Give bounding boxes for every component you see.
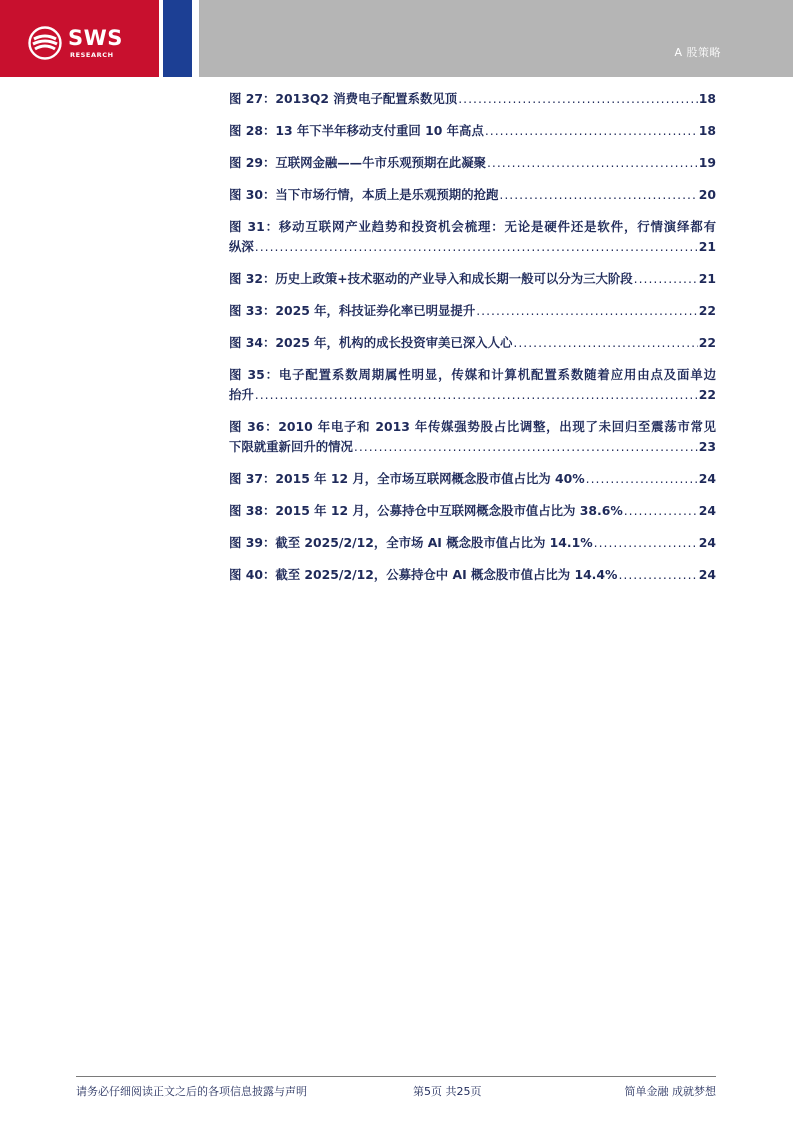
toc-entry-title: 图 29：互联网金融——牛市乐观预期在此凝聚: [229, 155, 486, 170]
toc-leader-dots: [586, 469, 698, 489]
toc-entry-title-cont: 纵深: [229, 239, 254, 254]
footer-divider: [76, 1076, 716, 1077]
toc-entry-title-cont: 下限就重新回升的情况: [229, 439, 353, 454]
toc-entry-page: 22: [698, 335, 716, 350]
toc-entry-page: 21: [698, 271, 716, 286]
toc-leader-dots: [513, 333, 697, 353]
toc-entry[interactable]: [229, 185, 716, 205]
toc-entry[interactable]: [229, 153, 716, 173]
toc-entry[interactable]: [229, 565, 716, 585]
toc-entry-page: 18: [698, 91, 716, 106]
table-of-figures: [229, 89, 716, 597]
toc-leader-dots: [594, 533, 698, 553]
toc-entry-page: 22: [698, 387, 716, 402]
header-section-label: A 股策略: [674, 46, 721, 59]
toc-entry-page: 21: [698, 239, 716, 254]
footer-slogan: 简单金融 成就梦想: [624, 1085, 716, 1098]
toc-entry-title: 图 30：当下市场行情，本质上是乐观预期的抢跑: [229, 187, 499, 202]
toc-entry[interactable]: [229, 301, 716, 321]
toc-entry[interactable]: [229, 217, 716, 257]
toc-leader-dots: [485, 121, 698, 141]
toc-entry-title: 图 36：2010 年电子和 2013 年传媒强势股占比调整，出现了未回归至震荡市常见: [229, 419, 716, 434]
toc-leader-dots: [634, 269, 698, 289]
toc-entry[interactable]: [229, 501, 716, 521]
toc-entry-title-cont: 抬升: [229, 387, 254, 402]
header-blue-stripe: [163, 0, 192, 77]
toc-entry-page: 24: [698, 567, 716, 582]
footer-disclaimer: 请务必仔细阅读正文之后的各项信息披露与声明: [76, 1085, 307, 1098]
toc-leader-dots: [476, 301, 698, 321]
brand-logo-subtext: RESEARCH: [70, 51, 114, 59]
toc-entry-page: 24: [698, 471, 716, 486]
toc-entry-title: 图 32：历史上政策+技术驱动的产业导入和成长期一般可以分为三大阶段: [229, 271, 633, 286]
toc-entry-title: 图 31：移动互联网产业趋势和投资机会梳理：无论是硬件还是软件，行情演绎都有: [229, 219, 716, 234]
toc-entry[interactable]: [229, 269, 716, 289]
toc-entry-title: 图 35：电子配置系数周期属性明显，传媒和计算机配置系数随着应用由点及面单边: [229, 367, 716, 382]
toc-entry[interactable]: [229, 417, 716, 457]
toc-entry[interactable]: [229, 89, 716, 109]
toc-entry[interactable]: [229, 469, 716, 489]
toc-leader-dots: [354, 437, 698, 457]
toc-leader-dots: [487, 153, 698, 173]
toc-leader-dots: [255, 237, 698, 257]
toc-entry-title: 图 28：13 年下半年移动支付重回 10 年高点: [229, 123, 484, 138]
toc-entry-page: 24: [698, 535, 716, 550]
toc-entry-page: 24: [698, 503, 716, 518]
footer-page-info: 第5页 共25页: [413, 1085, 482, 1098]
sws-swirl-icon: [28, 26, 62, 60]
toc-leader-dots: [624, 501, 698, 521]
toc-entry-title: 图 40：截至 2025/2/12，公募持仓中 AI 概念股市值占比为 14.4%: [229, 567, 618, 582]
toc-entry[interactable]: [229, 365, 716, 405]
toc-entry[interactable]: [229, 333, 716, 353]
toc-leader-dots: [458, 89, 698, 109]
toc-entry-title: 图 27：2013Q2 消费电子配置系数见顶: [229, 91, 458, 106]
toc-leader-dots: [255, 385, 698, 405]
toc-entry-title: 图 34：2025 年，机构的成长投资审美已深入人心: [229, 335, 513, 350]
header-gray-band: [199, 0, 793, 77]
toc-entry-title: 图 39：截至 2025/2/12，全市场 AI 概念股市值占比为 14.1%: [229, 535, 593, 550]
toc-entry-title: 图 33：2025 年，科技证券化率已明显提升: [229, 303, 476, 318]
toc-entry-title: 图 37：2015 年 12 月，全市场互联网概念股市值占比为 40%: [229, 471, 585, 486]
toc-entry-page: 18: [698, 123, 716, 138]
toc-entry-page: 19: [698, 155, 716, 170]
toc-entry-title: 图 38：2015 年 12 月，公募持仓中互联网概念股市值占比为 38.6%: [229, 503, 623, 518]
toc-leader-dots: [499, 185, 697, 205]
toc-entry-page: 22: [698, 303, 716, 318]
toc-entry-page: 20: [698, 187, 716, 202]
toc-entry-page: 23: [698, 439, 716, 454]
toc-entry[interactable]: [229, 121, 716, 141]
toc-leader-dots: [618, 565, 697, 585]
brand-logo-text: SWS: [68, 26, 123, 50]
toc-entry[interactable]: [229, 533, 716, 553]
